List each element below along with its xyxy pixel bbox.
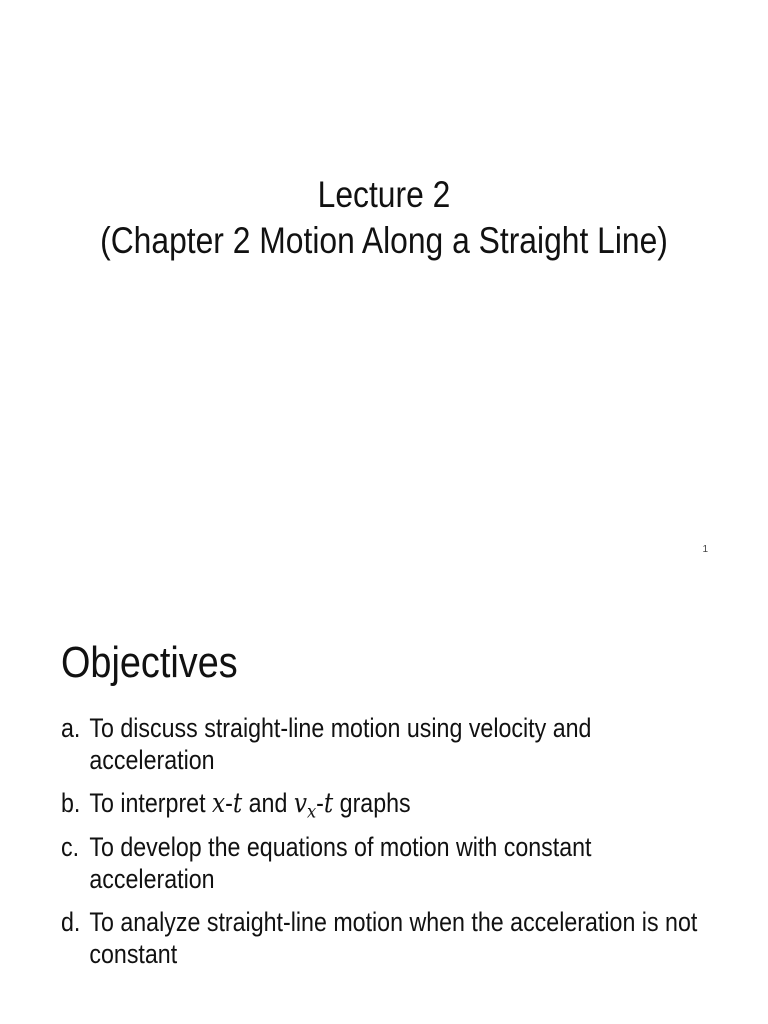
objective-item <box>61 831 697 895</box>
math-dash: - <box>225 788 233 818</box>
objective-text-prefix: To interpret <box>89 788 212 818</box>
objective-text: To develop the equations of motion with constant acceleration <box>89 832 592 894</box>
objective-item <box>61 787 697 823</box>
math-t: t <box>323 788 334 819</box>
chapter-subtitle: (Chapter 2 Motion Along a Straight Line) <box>100 220 668 261</box>
objective-marker: b. <box>61 788 81 818</box>
math-v: v <box>293 788 307 819</box>
objectives-slide <box>0 600 768 1024</box>
math-t: t <box>232 788 243 819</box>
objective-item <box>61 906 697 970</box>
objectives-list <box>61 712 697 981</box>
objectives-heading: Objectives <box>61 638 238 687</box>
objective-text: To discuss straight-line motion using velocity and acceleration <box>89 713 592 775</box>
objective-marker: c. <box>61 832 80 862</box>
math-subscript-x: x <box>306 800 317 823</box>
objective-text-suffix: graphs <box>333 788 411 818</box>
objective-text-middle: and <box>242 788 294 818</box>
objective-item <box>61 712 697 776</box>
objective-text: To analyze straight-line motion when the acceleration is not constant <box>89 907 698 969</box>
math-dash: - <box>316 788 324 818</box>
objective-text <box>89 788 411 823</box>
objective-marker: a. <box>61 713 81 743</box>
objective-marker: d. <box>61 907 81 937</box>
math-x: x <box>211 788 226 819</box>
slide-title <box>54 172 714 264</box>
lecture-title: Lecture 2 <box>317 174 451 215</box>
page-number: 1 <box>702 544 708 555</box>
